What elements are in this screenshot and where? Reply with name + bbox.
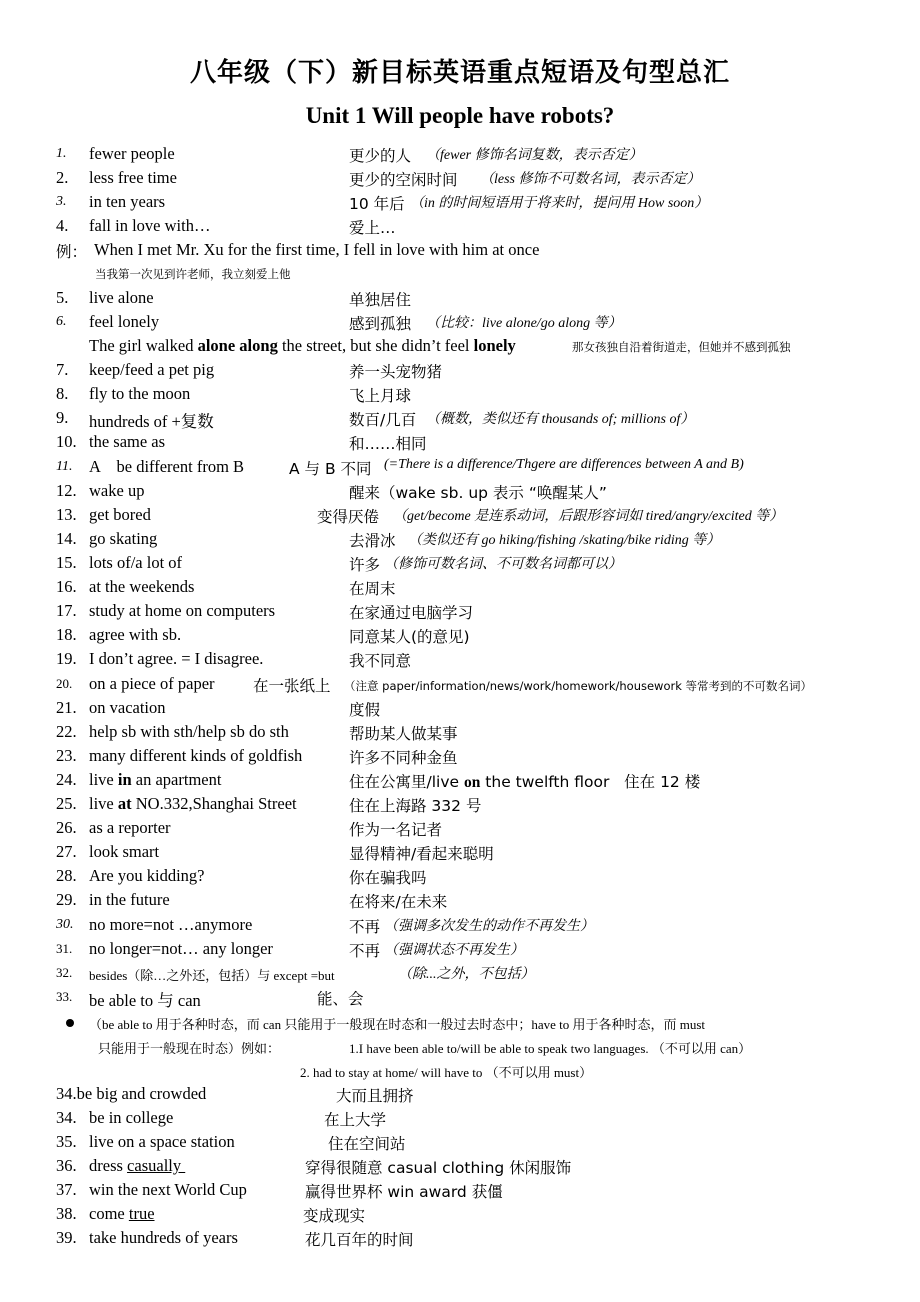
- item-note: （强调状态不再发生）: [384, 943, 524, 958]
- item-phrase: agree with sb.: [89, 625, 182, 644]
- bullet-line-2a: 只能用于一般现在时态）例如：: [98, 1041, 281, 1056]
- list-item: [0, 601, 920, 625]
- item-note: (=There is a difference/Thgere are differences between A and B): [384, 457, 744, 472]
- list-item: [0, 553, 920, 577]
- item-translation: 大而且拥挤: [336, 1087, 414, 1105]
- bullet-line-2b: 1.I have been able to/will be able to speak two languages. （不可以用 can）: [349, 1041, 752, 1056]
- item-translation: 爱上…: [349, 219, 396, 237]
- item-note: （强调多次发生的动作不再发生）: [384, 919, 594, 934]
- item-translation: 和……相同: [349, 435, 427, 453]
- item-phrase: lots of/a lot of: [89, 553, 183, 572]
- item-number: 28.: [56, 866, 77, 885]
- item-translation: 作为一名记者: [349, 821, 443, 839]
- item-translation: 在一张纸上: [253, 677, 331, 695]
- bullet-line-3: 2. had to stay at home/ will have to （不可以用 must）: [300, 1065, 593, 1080]
- list-item: [0, 192, 920, 216]
- item-number: 36.: [56, 1156, 77, 1175]
- item-number: 38.: [56, 1204, 77, 1223]
- example-translation-text: 那女孩独自沿着街道走，但她并不感到孤独: [572, 340, 791, 354]
- list-item: [0, 1084, 920, 1108]
- item-number: 14.: [56, 529, 77, 548]
- list-item: [0, 529, 920, 553]
- item-phrase: live in an apartment: [89, 770, 222, 789]
- item-translation: 单独居住: [349, 291, 412, 309]
- list-item: [0, 1204, 920, 1228]
- item-number: 26.: [56, 818, 77, 837]
- list-item: [0, 722, 920, 746]
- item-number: 9.: [56, 408, 69, 427]
- item-phrase: live on a space station: [89, 1132, 235, 1151]
- item-translation: 你在骗我吗: [349, 869, 427, 887]
- item-number: 25.: [56, 794, 77, 813]
- item-number: 3.: [56, 194, 67, 209]
- item-note: （比较：live alone/go along 等）: [426, 316, 622, 331]
- item-number: 17.: [56, 601, 77, 620]
- item-number: 16.: [56, 577, 77, 596]
- example-sentence: [0, 336, 920, 360]
- item-number: 4.: [56, 216, 69, 235]
- item-translation: 住在上海路 332 号: [349, 797, 482, 815]
- item-phrase: fewer people: [89, 144, 175, 163]
- item-phrase: on a piece of paper: [89, 674, 215, 693]
- item-translation: 变成现实: [303, 1207, 366, 1225]
- item-phrase: many different kinds of goldfish: [89, 746, 303, 765]
- item-translation: 不再: [349, 942, 381, 960]
- bullet-line-1: （be able to 用于各种时态，而 can 只能用于一般现在时态和一般过去时态中；have to 用于各种时态，而 must: [89, 1017, 706, 1032]
- list-item: [0, 842, 920, 866]
- item-translation: 显得精神/看起来聪明: [349, 845, 494, 863]
- item-number: 18.: [56, 625, 77, 644]
- item-translation: 许多: [349, 556, 381, 574]
- item-number: 8.: [56, 384, 69, 403]
- item-note: （in 的时间短语用于将来时，提问用 How soon）: [410, 196, 709, 211]
- item-phrase: be in college: [89, 1108, 174, 1127]
- item-number: 22.: [56, 722, 77, 741]
- item-phrase: in the future: [89, 890, 170, 909]
- item-phrase: fly to the moon: [89, 384, 191, 403]
- example-text: When I met Mr. Xu for the first time, I fell in love with him at once: [94, 240, 540, 259]
- item-number: 20.: [56, 676, 73, 691]
- item-translation: 养一头宠物猪: [349, 363, 443, 381]
- list-item: [0, 987, 920, 1011]
- item-phrase: on vacation: [89, 698, 166, 717]
- list-item: [0, 674, 920, 698]
- list-item: [0, 457, 920, 481]
- item-number: 32.: [56, 965, 73, 980]
- item-number: 11.: [56, 459, 73, 474]
- item-phrase: at the weekends: [89, 577, 195, 596]
- list-item: [0, 1156, 920, 1180]
- item-translation: 同意某人(的意见): [349, 628, 470, 646]
- item-number: 2.: [56, 168, 69, 187]
- example-text: The girl walked alone along the street, but she didn’t feel lonely: [89, 336, 516, 355]
- item-number: 24.: [56, 770, 77, 789]
- list-item: [0, 1180, 920, 1204]
- item-number: 33.: [56, 989, 73, 1004]
- list-item: [0, 915, 920, 939]
- item-number: 34.: [56, 1108, 77, 1127]
- item-phrase: hundreds of +复数: [89, 412, 214, 431]
- item-translation: 赢得世界杯 win award 获僵: [305, 1183, 503, 1201]
- item-translation: 在上大学: [324, 1111, 387, 1129]
- item-phrase: 34.be big and crowded: [56, 1084, 207, 1103]
- item-translation: 飞上月球: [349, 387, 412, 405]
- item-phrase: fall in love with…: [89, 216, 211, 235]
- list-item: [0, 625, 920, 649]
- item-translation: 不再: [349, 918, 381, 936]
- item-number: 23.: [56, 746, 77, 765]
- list-item: [0, 360, 920, 384]
- item-translation: 度假: [349, 701, 381, 719]
- item-number: 35.: [56, 1132, 77, 1151]
- example-label: 例：: [56, 243, 88, 261]
- item-phrase: I don’t agree. = I disagree.: [89, 649, 264, 668]
- item-phrase: the same as: [89, 432, 166, 451]
- item-note: （注意 paper/information/news/work/homework/housework 等常考到的不可数名词）: [344, 679, 813, 693]
- item-note: （get/become 是连系动词，后跟形容词如 tired/angry/excited 等）: [393, 509, 784, 524]
- bullet-note: [0, 1012, 920, 1036]
- item-phrase: feel lonely: [89, 312, 160, 331]
- item-translation: 更少的空闲时间: [349, 171, 458, 189]
- list-item: [0, 168, 920, 192]
- item-phrase: besides（除…之外还，包括）与 except =but: [89, 968, 335, 983]
- item-translation: 帮助某人做某事: [349, 725, 458, 743]
- item-number: 37.: [56, 1180, 77, 1199]
- item-phrase: help sb with sth/help sb do sth: [89, 722, 289, 741]
- list-item: [0, 939, 920, 963]
- list-item: [0, 649, 920, 673]
- item-note: （fewer 修饰名词复数，表示否定）: [426, 148, 643, 163]
- list-item: [0, 890, 920, 914]
- item-translation: 更少的人: [349, 147, 412, 165]
- list-item: [0, 481, 920, 505]
- list-item: [0, 866, 920, 890]
- item-phrase: less free time: [89, 168, 177, 187]
- list-item: [0, 1132, 920, 1156]
- item-phrase: Are you kidding?: [89, 866, 205, 885]
- list-item: [0, 408, 920, 432]
- item-phrase: win the next World Cup: [89, 1180, 247, 1199]
- item-phrase: dress casually: [89, 1156, 186, 1175]
- item-phrase: live at NO.332,Shanghai Street: [89, 794, 297, 813]
- item-number: 7.: [56, 360, 69, 379]
- list-item: [0, 963, 920, 987]
- item-number: 27.: [56, 842, 77, 861]
- item-translation: 穿得很随意 casual clothing 休闲服饰: [305, 1159, 572, 1177]
- item-number: 6.: [56, 314, 67, 329]
- item-translation: 在家通过电脑学习: [349, 604, 474, 622]
- item-phrase: get bored: [89, 505, 151, 524]
- list-item: [0, 818, 920, 842]
- item-note: （修饰可数名词、不可数名词都可以）: [384, 557, 622, 572]
- item-translation: 我不同意: [349, 652, 412, 670]
- item-translation: 感到孤独: [349, 315, 412, 333]
- list-item: [0, 1228, 920, 1252]
- item-phrase: take hundreds of years: [89, 1228, 238, 1247]
- example-translation-text: 当我第一次见到许老师，我立刻爱上他: [95, 267, 291, 281]
- item-phrase: keep/feed a pet pig: [89, 360, 215, 379]
- item-phrase: come true: [89, 1204, 155, 1223]
- item-number: 30.: [56, 917, 74, 932]
- item-note: （概数，类似还有 thousands of; millions of）: [426, 412, 695, 427]
- list-item: [0, 432, 920, 456]
- item-note: （类似还有 go hiking/fishing /skating/bike riding 等）: [408, 533, 721, 548]
- item-number: 10.: [56, 432, 77, 451]
- item-phrase: no more=not …anymore: [89, 915, 253, 934]
- list-item: [0, 144, 920, 168]
- item-translation: 花几百年的时间: [305, 1231, 414, 1249]
- item-translation: 醒来（wake sb. up 表示 “唤醒某人”: [349, 484, 607, 502]
- item-number: 5.: [56, 288, 69, 307]
- item-phrase: look smart: [89, 842, 160, 861]
- list-item: [0, 746, 920, 770]
- example-sentence: [0, 240, 920, 264]
- item-phrase: study at home on computers: [89, 601, 276, 620]
- item-number: 29.: [56, 890, 77, 909]
- item-translation: 住在公寓里/live on the twelfth floor 住在 12 楼: [349, 773, 701, 791]
- item-phrase: live alone: [89, 288, 154, 307]
- item-translation: 能、会: [317, 990, 364, 1008]
- list-item: [0, 698, 920, 722]
- list-item: [0, 1108, 920, 1132]
- list-item: [0, 577, 920, 601]
- unit-heading: Unit 1 Will people have robots?: [305, 103, 615, 128]
- page-title: 八年级（下）新目标英语重点短语及句型总汇: [189, 58, 730, 88]
- item-translation: A 与 B 不同: [289, 460, 372, 478]
- item-phrase: A be different from B: [89, 457, 245, 476]
- item-phrase: as a reporter: [89, 818, 171, 837]
- item-number: 13.: [56, 505, 77, 524]
- item-number: 39.: [56, 1228, 77, 1247]
- item-note: （less 修饰不可数名词，表示否定）: [480, 172, 701, 187]
- list-item: [0, 384, 920, 408]
- item-translation: 在将来/在未来: [349, 893, 448, 911]
- list-item: [0, 288, 920, 312]
- item-phrase: in ten years: [89, 192, 166, 211]
- item-phrase: wake up: [89, 481, 145, 500]
- item-number: 15.: [56, 553, 77, 572]
- item-phrase: be able to 与 can: [89, 991, 201, 1010]
- example-translation: [0, 265, 920, 289]
- item-note: （除...之外，不包括）: [398, 967, 535, 982]
- list-item: [0, 770, 920, 794]
- item-number: 12.: [56, 481, 77, 500]
- item-translation: 去滑冰: [349, 532, 396, 550]
- item-translation: 10 年后: [349, 195, 405, 213]
- bullet-note: [0, 1036, 920, 1060]
- item-number: 21.: [56, 698, 77, 717]
- item-number: 31.: [56, 941, 73, 956]
- item-translation: 许多不同种金鱼: [349, 749, 458, 767]
- item-translation: 在周末: [349, 580, 396, 598]
- item-phrase: go skating: [89, 529, 158, 548]
- item-translation: 变得厌倦: [317, 508, 380, 526]
- item-translation: 住在空间站: [328, 1135, 406, 1153]
- item-number: 1.: [56, 146, 67, 161]
- list-item: [0, 794, 920, 818]
- list-item: [0, 505, 920, 529]
- item-phrase: no longer=not… any longer: [89, 939, 273, 958]
- bullet-note: [0, 1060, 920, 1084]
- list-item: [0, 312, 920, 336]
- list-item: [0, 216, 920, 240]
- item-translation: 数百/几百: [349, 411, 417, 429]
- item-number: 19.: [56, 649, 77, 668]
